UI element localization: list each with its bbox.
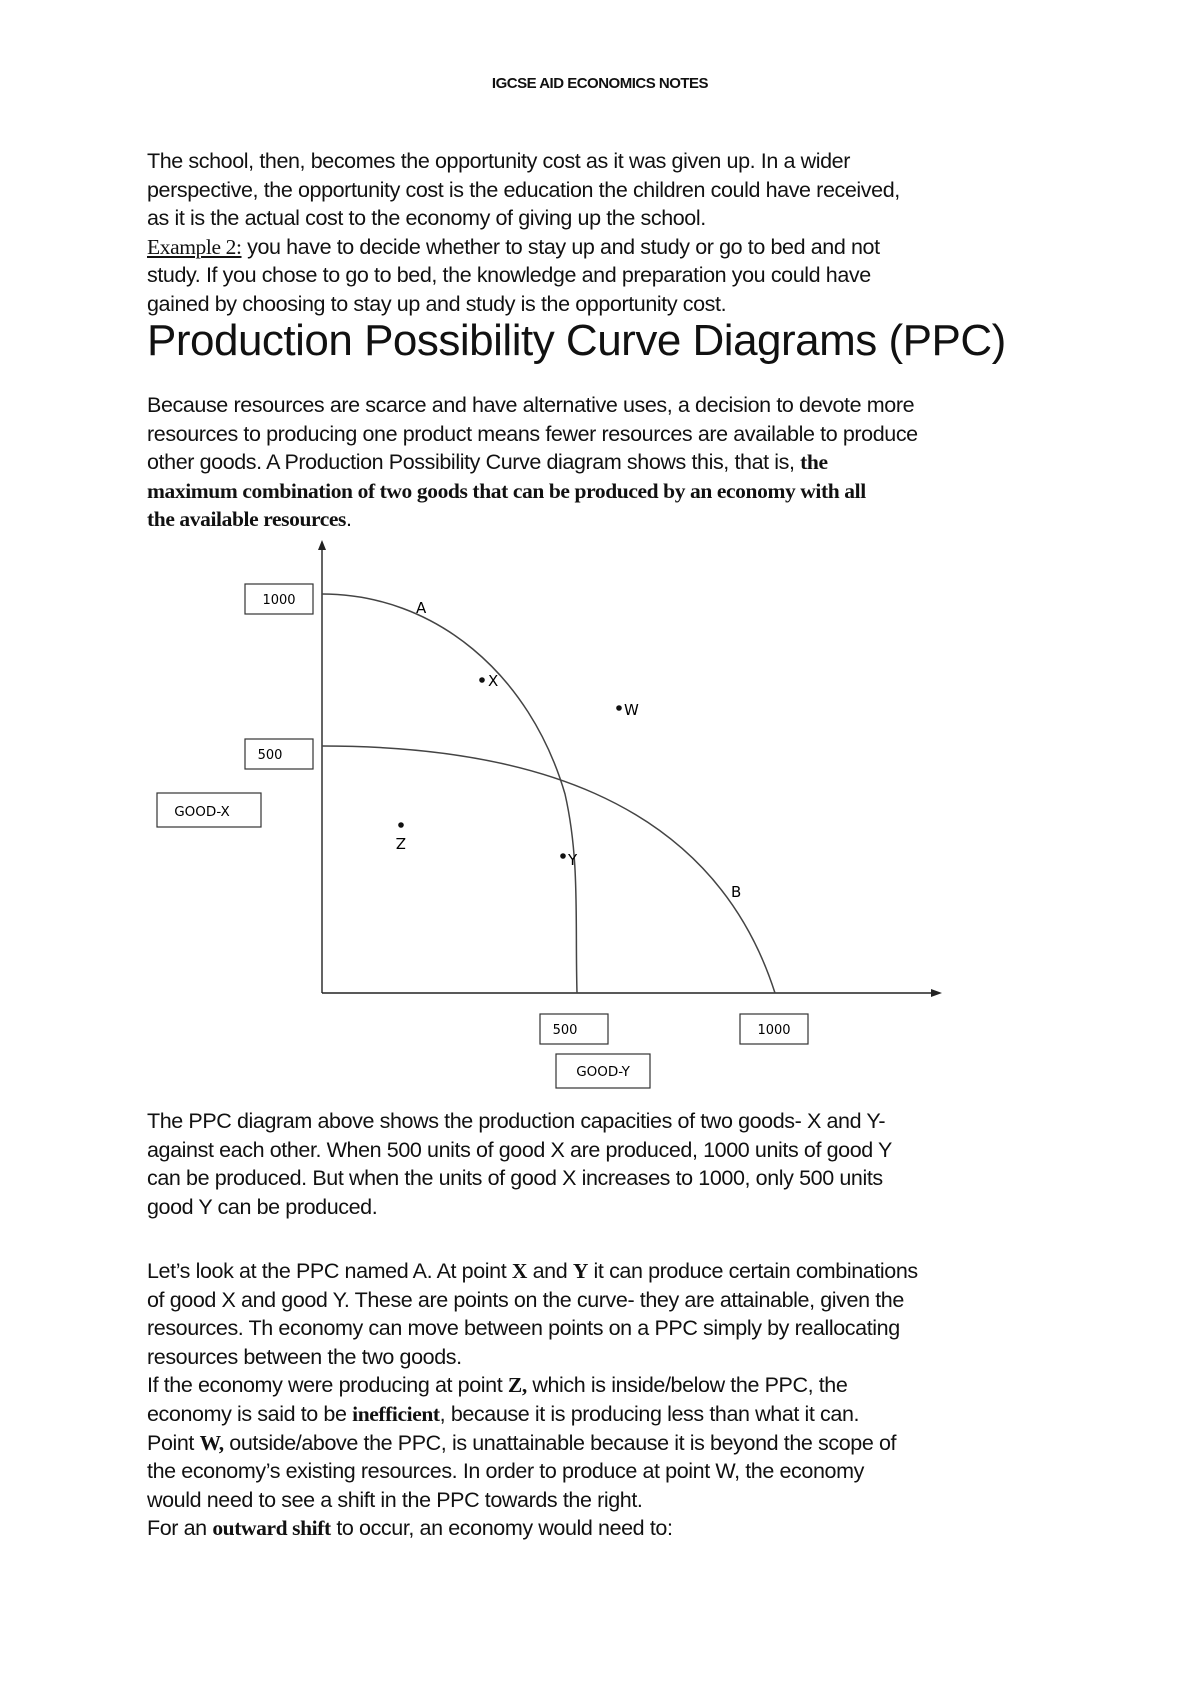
analysis-l10-text: For an [147, 1516, 213, 1541]
analysis-l7-text: Point [147, 1430, 200, 1455]
analysis-line-3: resources. Th economy can move between points on a PPC simply by reallocating [147, 1316, 900, 1341]
x-axis-label: GOOD-Y [576, 1064, 630, 1080]
analysis-inefficient: inefficient [352, 1401, 440, 1426]
analysis-point-w: W, [199, 1430, 224, 1455]
definition-line-3 [147, 448, 1077, 477]
explanation-line-1: The PPC diagram above shows the production capacities of two goods- X and Y- [147, 1109, 886, 1133]
intro-paragraph [147, 147, 1077, 319]
explanation-line-3: can be produced. But when the units of good X increases to 1000, only 500 units [147, 1166, 883, 1191]
analysis-line-5 [147, 1371, 1077, 1400]
analysis-l10-end: to occur, an economy would need to: [330, 1516, 673, 1541]
definition-period: . [346, 507, 352, 532]
page-header: IGCSE AID ECONOMICS NOTES [491, 75, 709, 92]
point-w-label: W [624, 701, 639, 719]
y-axis-label: GOOD-X [174, 804, 230, 820]
intro-line-1: The school, then, becomes the opportunity cost as it was given up. In a wider [147, 149, 850, 173]
point-z-marker [398, 822, 404, 828]
section-title: Production Possibility Curve Diagrams (PPC) [147, 316, 1006, 365]
point-y-label: Y [568, 851, 578, 869]
analysis-line-9: would need to see a shift in the PPC towards the right. [147, 1487, 643, 1512]
analysis-line-8: the economy’s existing resources. In order to produce at point W, the economy [147, 1459, 864, 1484]
example-line-3: gained by choosing to stay up and study is the opportunity cost. [147, 291, 727, 316]
curve-label-b: B [731, 883, 742, 901]
analysis-l1-end: it can produce certain combinations [587, 1259, 918, 1283]
ppc-diagram [150, 540, 950, 1090]
analysis-line-6 [147, 1400, 1077, 1429]
analysis-l5-end: which is inside/below the PPC, the [526, 1373, 848, 1398]
example-line-1 [147, 233, 1077, 262]
example-label: Example 2: [147, 234, 242, 259]
example-line-2: study. If you chose to go to bed, the knowledge and preparation you could have [147, 263, 871, 288]
intro-line-3: as it is the actual cost to the economy of giving up the school. [147, 206, 706, 231]
definition-bold-main: maximum combination of two goods that can be produced by an economy with all [147, 478, 866, 503]
point-x-label: X [488, 672, 499, 690]
analysis-line-7 [147, 1429, 1077, 1458]
analysis-line-1 [147, 1257, 1077, 1286]
point-z-label: Z [395, 834, 406, 852]
point-w-marker [616, 705, 622, 711]
example-text: you have to decide whether to stay up and study or go to bed and not [241, 234, 880, 259]
explanation-paragraph [147, 1107, 1077, 1221]
analysis-line-10 [147, 1514, 1077, 1543]
definition-bold-the: the [800, 450, 828, 475]
definition-line-4 [147, 477, 1077, 506]
curve-label-a: A [416, 599, 427, 617]
analysis-l6-end: , because it is producing less than what it can. [439, 1401, 860, 1426]
analysis-point-x: X [511, 1259, 528, 1283]
analysis-l7-end: outside/above the PPC, is unattainable because it is beyond the scope of [223, 1430, 897, 1455]
definition-bold-end: the available resources [147, 507, 347, 532]
definition-line-5 [147, 505, 1077, 534]
analysis-l5-text: If the economy were producing at point [147, 1373, 508, 1398]
definition-line-3-text: other goods. A Production Possibility Curve diagram shows this, that is, [147, 450, 801, 475]
analysis-l1-and: and [527, 1259, 573, 1283]
x-tick-500: 500 [552, 1023, 578, 1038]
explanation-line-4: good Y can be produced. [147, 1194, 378, 1219]
point-y-marker [560, 853, 566, 859]
definition-line-1: Because resources are scarce and have alternative uses, a decision to devote more [147, 393, 915, 417]
ppc-curve-a [322, 594, 577, 993]
y-axis-arrow-icon [318, 540, 326, 550]
y-tick-500: 500 [257, 748, 283, 763]
analysis-point-y: Y [572, 1259, 588, 1283]
intro-line-2: perspective, the opportunity cost is the education the children could have received, [147, 177, 900, 202]
analysis-line-2: of good X and good Y. These are points on the curve- they are attainable, given the [147, 1287, 904, 1312]
y-tick-1000: 1000 [262, 593, 296, 608]
x-tick-1000: 1000 [757, 1023, 791, 1038]
point-x-marker [479, 677, 485, 683]
analysis-line-4: resources between the two goods. [147, 1344, 462, 1369]
definition-paragraph [147, 391, 1077, 534]
analysis-l6-text: economy is said to be [147, 1401, 353, 1426]
analysis-l1-text: Let’s look at the PPC named A. At point [147, 1259, 512, 1283]
x-axis-arrow-icon [931, 989, 942, 997]
explanation-line-2: against each other. When 500 units of good X are produced, 1000 units of good Y [147, 1137, 892, 1162]
analysis-outward-shift: outward shift [212, 1516, 331, 1541]
ppc-curve-b [322, 746, 775, 993]
analysis-point-z: Z, [507, 1373, 527, 1398]
definition-line-2: resources to producing one product means fewer resources are available to produce [147, 421, 918, 446]
analysis-paragraph [147, 1257, 1077, 1543]
